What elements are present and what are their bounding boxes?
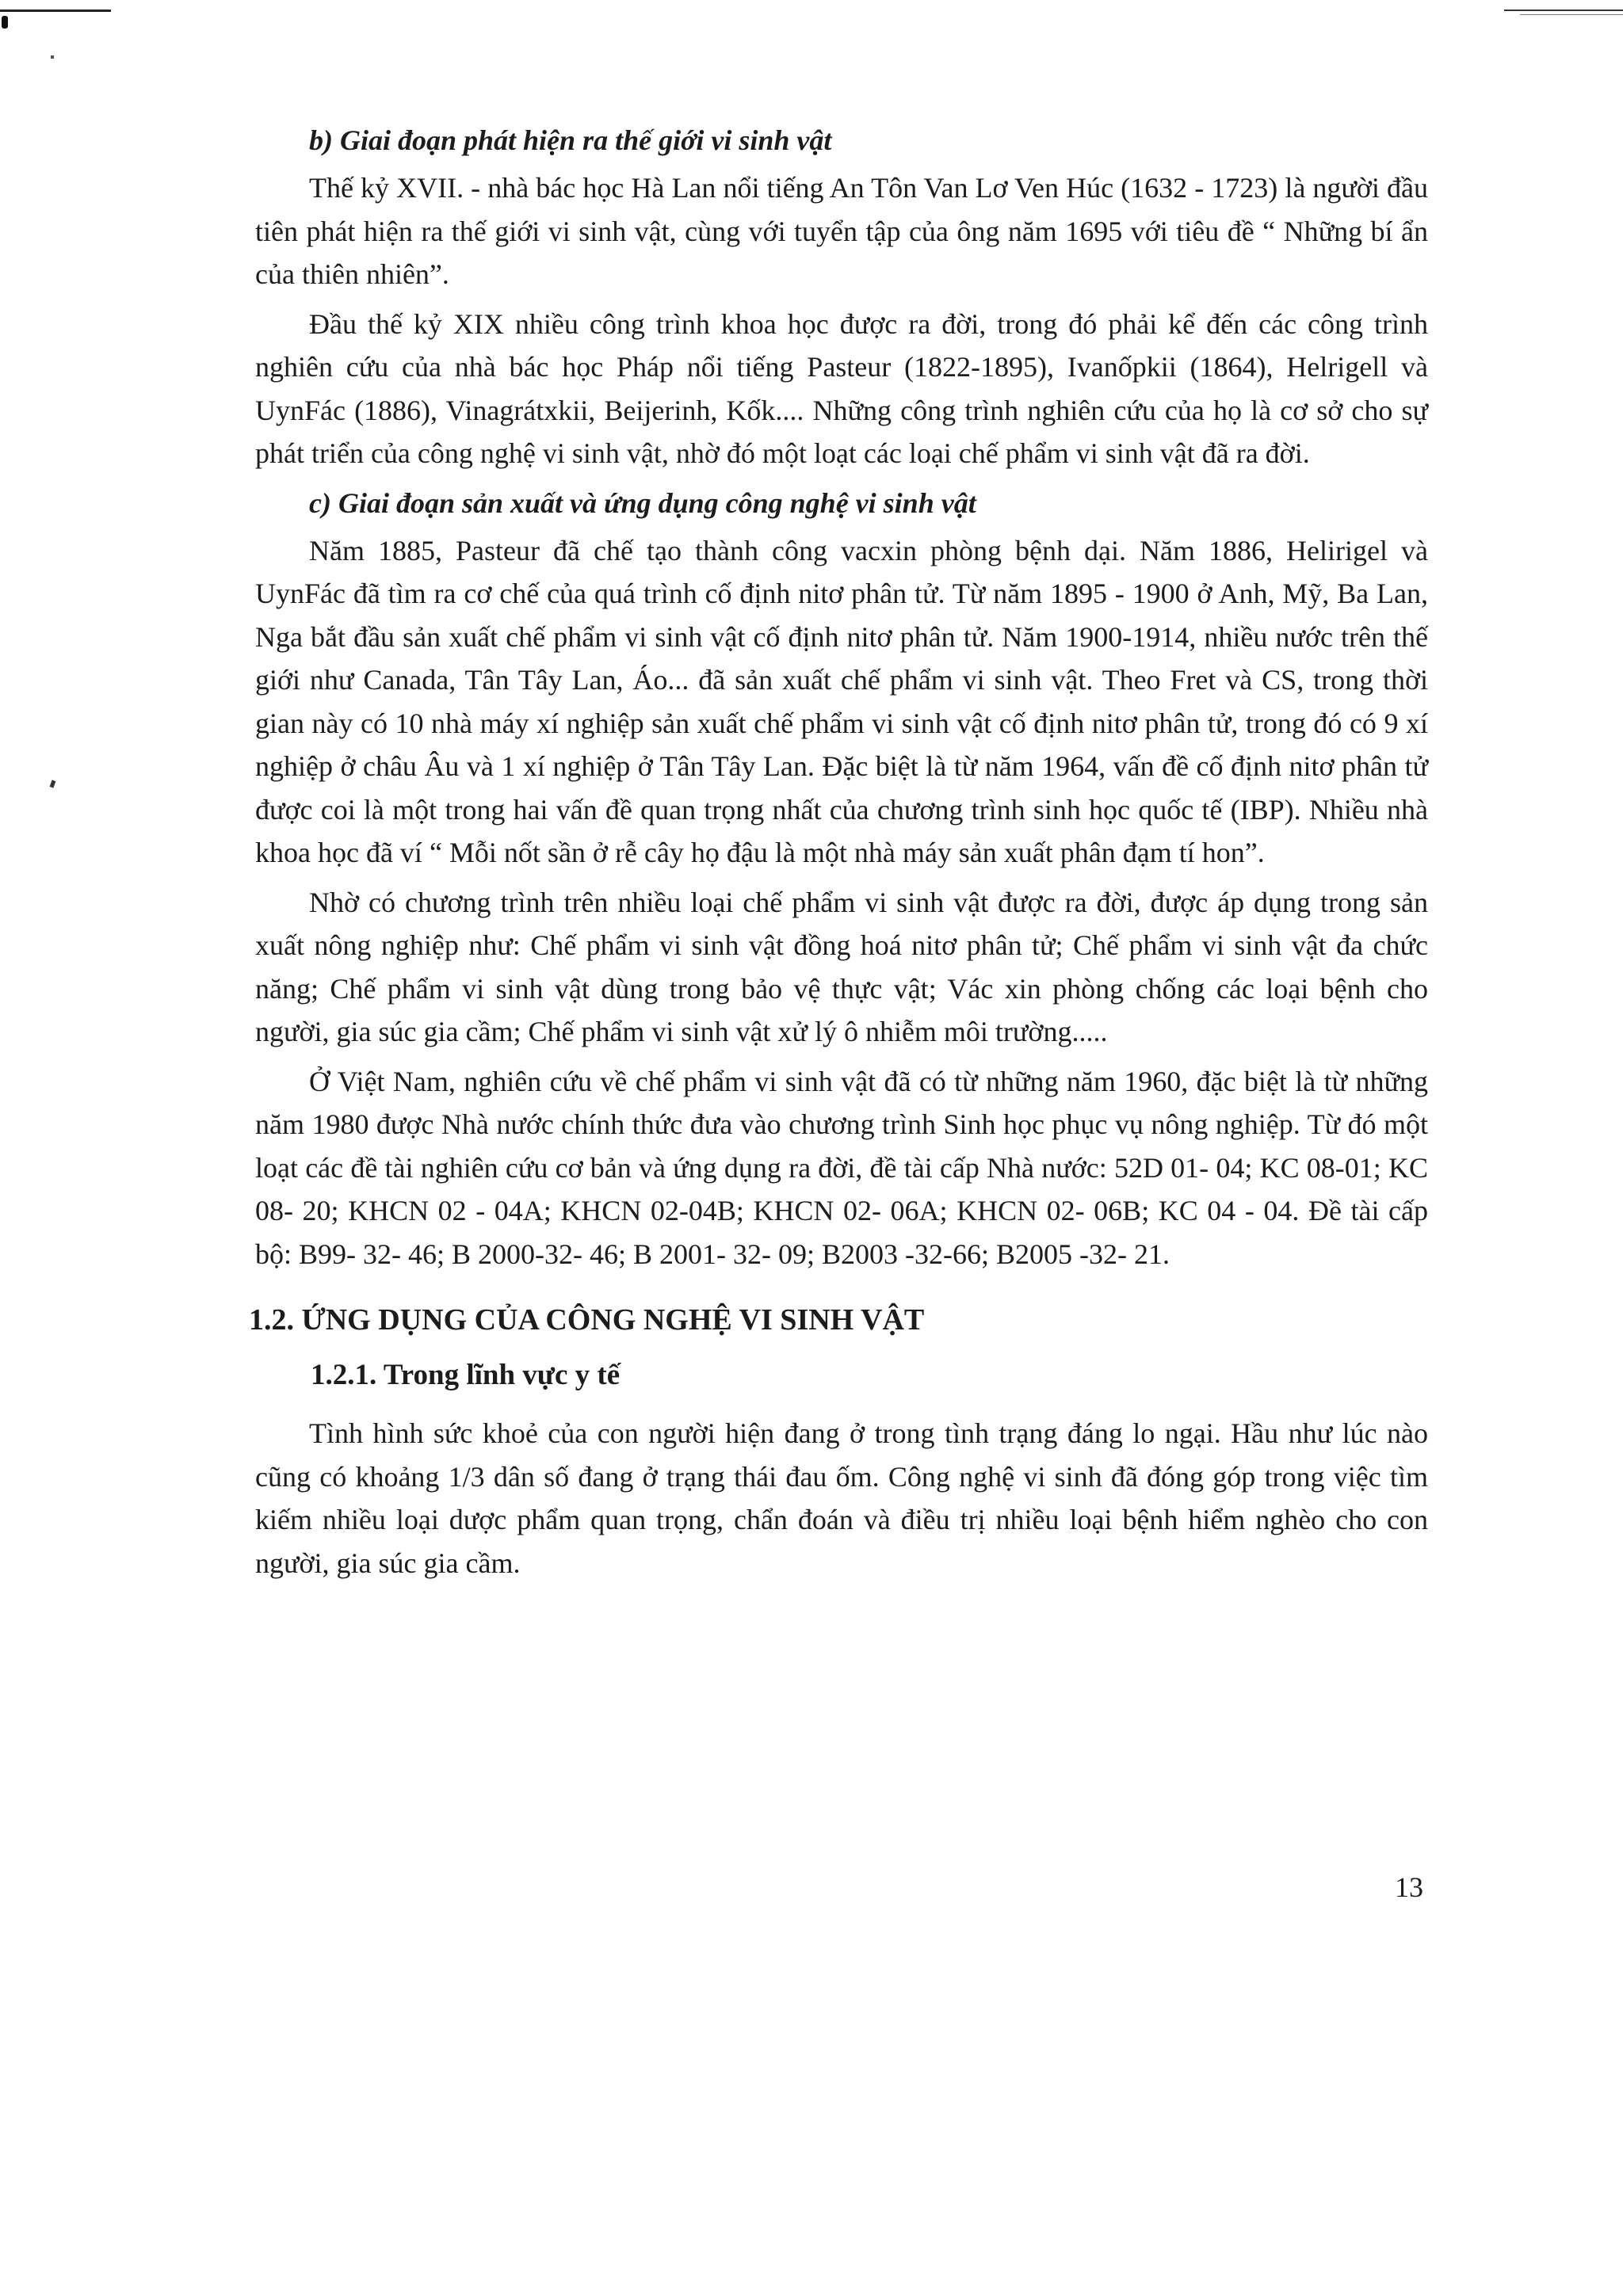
paragraph: Thế kỷ XVII. - nhà bác học Hà Lan nổi tiếng An Tôn Van Lơ Ven Húc (1632 - 1723) là người đầu tiên phát hiện ra thế giới vi sinh vật, cùng với tuyển tập của ông năm 1695 với tiêu đề “ Những bí ẩn của thiên nhiên”.	[255, 172, 1428, 290]
scan-speck	[50, 780, 56, 788]
subheading-c: c) Giai đoạn sản xuất và ứng dụng công nghệ vi sinh vật	[309, 486, 976, 519]
paragraph: Nhờ có chương trình trên nhiều loại chế phẩm vi sinh vật được ra đời, được áp dụng trong sản xuất nông nghiệp như: Chế phẩm vi sinh vật đồng hoá nitơ phân tử; Chế phẩm vi sinh vật đa chức năng; Chế phẩm vi sinh vật dùng trong bảo vệ thực vật; Vác xin phòng chống các loại bệnh cho người, gia súc gia cầm; Chế phẩm vi sinh vật xử lý ô nhiễm môi trường.....	[255, 886, 1428, 1047]
paragraph: Năm 1885, Pasteur đã chế tạo thành công vacxin phòng bệnh dại. Năm 1886, Helirigel và UynFác đã tìm ra cơ chế của quá trình cố định nitơ phân tử. Từ năm 1895 - 1900 ở Anh, Mỹ, Ba Lan, Nga bắt đầu sản xuất chế phẩm vi sinh vật cố định nitơ phân tử. Năm 1900-1914, nhiều nước trên thế giới như Canada, Tân Tây Lan, Áo... đã sản xuất chế phẩm vi sinh vật. Theo Fret và CS, trong thời gian này có 10 nhà máy xí nghiệp sản xuất chế phẩm vi sinh vật cố định nitơ phân tử, trong đó có 9 xí nghiệp ở châu Âu và 1 xí nghiệp ở Tân Tây Lan. Đặc biệt là từ năm 1964, vấn đề cố định nitơ phân tử được coi là một trong hai vấn đề quan trọng nhất của chương trình sinh học quốc tế (IBP). Nhiều nhà khoa học đã ví “ Mỗi nốt sần ở rễ cây họ đậu là một nhà máy sản xuất phân đạm tí hon”.	[255, 534, 1428, 868]
scan-speck	[51, 55, 54, 59]
page-number: 13	[1395, 1871, 1423, 1903]
paragraph: Đầu thế kỷ XIX nhiều công trình khoa học được ra đời, trong đó phải kể đến các công trình nghiên cứu của nhà bác học Pháp nổi tiếng Pasteur (1822-1895), Ivanốpkii (1864), Helrigell và UynFác (1886), Vinagrátxkii, Beijerinh, Kốk.... Những công trình nghiên cứu của họ là cơ sở cho sự phát triển của công nghệ vi sinh vật, nhờ đó một loạt các loại chế phẩm vi sinh vật đã ra đời.	[255, 307, 1428, 469]
scan-border-mark	[1504, 10, 1623, 11]
subheading-b: b) Giai đoạn phát hiện ra thế giới vi sinh vật	[309, 124, 832, 156]
scan-speck	[2, 16, 8, 29]
document-page	[249, 119, 1428, 1591]
scan-border-mark	[1520, 14, 1623, 15]
subsection-heading: 1.2.1. Trong lĩnh vực y tế	[311, 1359, 621, 1391]
scan-border-mark	[0, 10, 111, 12]
paragraph: Tình hình sức khoẻ của con người hiện đang ở trong tình trạng đáng lo ngại. Hầu như lúc nào cũng có khoảng 1/3 dân số đang ở trạng thái đau ốm. Công nghệ vi sinh đã đóng góp trong việc tìm kiếm nhiều loại dược phẩm quan trọng, chẩn đoán và điều trị nhiều loại bệnh hiểm nghèo cho con người, gia súc gia cầm.	[255, 1417, 1428, 1579]
section-heading: 1.2. ỨNG DỤNG CỦA CÔNG NGHỆ VI SINH VẬT	[249, 1303, 925, 1337]
paragraph: Ở Việt Nam, nghiên cứu về chế phẩm vi sinh vật đã có từ những năm 1960, đặc biệt là từ những năm 1980 được Nhà nước chính thức đưa vào chương trình Sinh học phục vụ nông nghiệp. Từ đó một loạt các đề tài nghiên cứu cơ bản và ứng dụng ra đời, đề tài cấp Nhà nước: 52D 01- 04; KC 08-01; KC 08- 20; KHCN 02 - 04A; KHCN 02-04B; KHCN 02- 06A; KHCN 02- 06B; KC 04 - 04. Đề tài cấp bộ: B99- 32- 46; B 2000-32- 46; B 2001- 32- 09; B2003 -32-66; B2005 -32- 21.	[255, 1065, 1428, 1270]
